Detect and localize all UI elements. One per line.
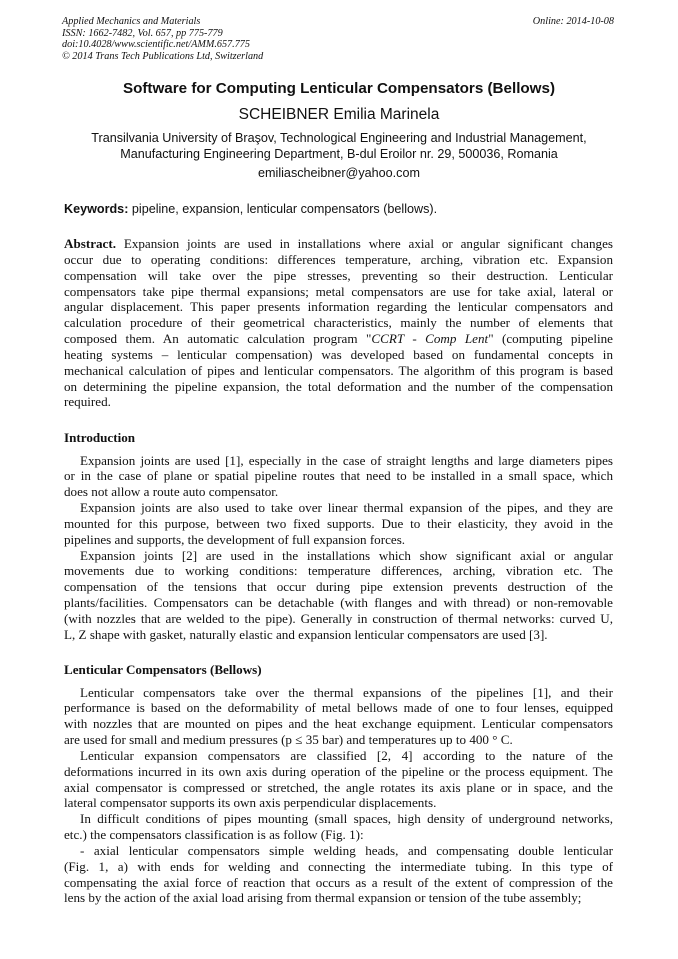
issn: ISSN: 1662-7482, Vol. 657, pp 775-779 bbox=[62, 27, 223, 39]
abstract-line bbox=[64, 363, 613, 379]
paragraph-line: lens by the action of the axial load arising from thermal expansion or tension of the tube assembly; bbox=[64, 890, 582, 906]
abstract-text: calculation procedure of their geometrical characteristics, mainly the number of elements that bbox=[64, 315, 613, 331]
abstract-text: compensators take pipe thermal expansions; metal compensators are use for take axial, lateral or bbox=[64, 283, 613, 299]
abstract-text: composed them. An automatic calculation program "CCRT - Comp Lent" (computing pipeline bbox=[64, 331, 613, 347]
section-heading: Introduction bbox=[64, 430, 136, 445]
abstract-line bbox=[64, 394, 613, 410]
paragraph-line: pipelines and supports, the development of full expansion forces. bbox=[64, 531, 406, 547]
keywords bbox=[64, 202, 437, 216]
abstract-line bbox=[64, 331, 613, 347]
paragraph-line: are used for small and medium pressures (p ≤ 35 bar) and temperatures up to 400 ° C. bbox=[64, 732, 513, 748]
abstract-line bbox=[64, 252, 613, 268]
abstract-text: Expansion joints are used in installations where axial or angular significant changes bbox=[116, 236, 613, 251]
paragraph-line: (Fig. 1, a) with ends for welding and connecting the intermediate tubing. In this type of bbox=[64, 858, 613, 874]
abstract-text: occur due to operating conditions: differences temperature, arching, vibration etc. Expansion bbox=[64, 251, 613, 267]
section-body bbox=[64, 453, 613, 643]
copyright: © 2014 Trans Tech Publications Ltd, Switzerland bbox=[62, 50, 264, 62]
paragraph-line: L, Z shape with gasket, naturally elastic and expansion lenticular compensators are used [3]. bbox=[64, 626, 548, 642]
paragraph-line: (with nozzles that are welded to the pipe). Generally in construction of thermal networks: curved U, bbox=[64, 610, 613, 626]
author: SCHEIBNER Emilia Marinela bbox=[238, 106, 440, 123]
paragraph-line: Expansion joints are used [1], especially in the case of straight lengths and large diameters pipes bbox=[80, 452, 613, 468]
online-date: Online: 2014-10-08 bbox=[532, 16, 614, 27]
abstract-text: angular displacement. This paper presents information regarding the lenticular compensators and bbox=[64, 299, 613, 315]
abstract-line bbox=[64, 236, 613, 252]
abstract-line bbox=[64, 268, 613, 284]
keywords-label: Keywords: bbox=[64, 202, 129, 216]
abstract-line bbox=[64, 299, 613, 315]
paragraph-line: Lenticular compensators take over the thermal expansions of the pipelines [1], and their bbox=[80, 684, 613, 700]
paragraph-line: or in the case of plane or spatial pipeline routes that need to be installed in a small space, which bbox=[64, 468, 613, 484]
journal-name: Applied Mechanics and Materials bbox=[62, 16, 201, 27]
abstract-line bbox=[64, 284, 613, 300]
paragraph-line: Expansion joints are also used to take over linear thermal expansion of the pipes, and they are bbox=[80, 500, 613, 516]
affiliation-line: Transilvania University of Braşov, Technological Engineering and Industrial Management, bbox=[91, 131, 587, 145]
paragraph-line: compensation of the tensions that occur during pipe extension prevents destruction of the bbox=[64, 579, 613, 595]
paragraph-line: deformations incurred in its own axis during operation of the pipeline or the process equipment. The bbox=[64, 763, 613, 779]
paragraph-line: does not allow a route auto compensator. bbox=[64, 484, 279, 500]
paragraph-line: with nozzles that are mounted on pipes and the heat exchange equipment. Lenticular compensators bbox=[64, 716, 613, 732]
paragraph-line: - axial lenticular compensators simple welding heads, and compensating double lenticular bbox=[80, 842, 613, 858]
abstract-text: required. bbox=[64, 394, 111, 410]
abstract-line bbox=[64, 379, 613, 395]
paragraph-line: movements due to working conditions: temperature differences, arching, vibration etc. The bbox=[64, 563, 613, 579]
abstract-text: compensation will take over the pipe stresses, preventing so their destruction. Lenticular bbox=[64, 267, 613, 283]
paragraph-line: axial compensator is compressed or stretched, the angle rotates its axis plane or in space, and the bbox=[64, 779, 613, 795]
abstract-text: on determining the pipeline expansion, the total deformation and the number of the compensation bbox=[64, 378, 613, 394]
affiliation bbox=[0, 130, 678, 162]
abstract bbox=[64, 236, 613, 410]
paragraph-line: Expansion joints [2] are used in the installations which show significant axial or angular bbox=[80, 547, 613, 563]
paragraph-line: performance is based on the deformability of metal bellows made of one to four lenses, equipped bbox=[64, 700, 613, 716]
paragraph-line: plants/facilities. Compensators can be detachable (with flanges and with thread) or non-removable bbox=[64, 595, 613, 611]
abstract-text: mechanical calculation of pipes and lenticular compensators. The algorithm of this program is based bbox=[64, 362, 613, 378]
paragraph-line: In difficult conditions of pipes mounting (small spaces, high density of underground networks, bbox=[80, 811, 613, 827]
doi: doi:10.4028/www.scientific.net/AMM.657.775 bbox=[62, 39, 250, 51]
paper-title: Software for Computing Lenticular Compensators (Bellows) bbox=[122, 80, 556, 97]
abstract-line bbox=[64, 347, 613, 363]
paragraph-line: mounted for this purpose, between two fixed supports. Due to their elasticity, they avoid in the bbox=[64, 515, 613, 531]
section-heading: Lenticular Compensators (Bellows) bbox=[64, 662, 262, 677]
abstract-text: heating systems – lenticular compensation) was developed based on fundamental concepts in bbox=[64, 346, 613, 362]
paragraph-line: compensating the axial force of reaction that occurs as a result of the extent of compression of the bbox=[64, 874, 613, 890]
abstract-line bbox=[64, 315, 613, 331]
keywords-text: pipeline, expansion, lenticular compensators (bellows). bbox=[128, 202, 438, 216]
paragraph-line: etc.) the compensators classification is as follow (Fig. 1): bbox=[64, 827, 364, 843]
paragraph-line: Lenticular expansion compensators are classified [2, 4] according to the nature of the bbox=[80, 747, 613, 763]
affiliation-line: Manufacturing Engineering Department, B-dul Eroilor nr. 29, 500036, Romania bbox=[120, 147, 558, 161]
section-body bbox=[64, 685, 613, 907]
email: emiliascheibner@yahoo.com bbox=[258, 166, 420, 180]
abstract-label: Abstract. bbox=[64, 236, 116, 251]
paragraph-line: lateral compensator supports its own axis perpendicular displacements. bbox=[64, 795, 437, 811]
